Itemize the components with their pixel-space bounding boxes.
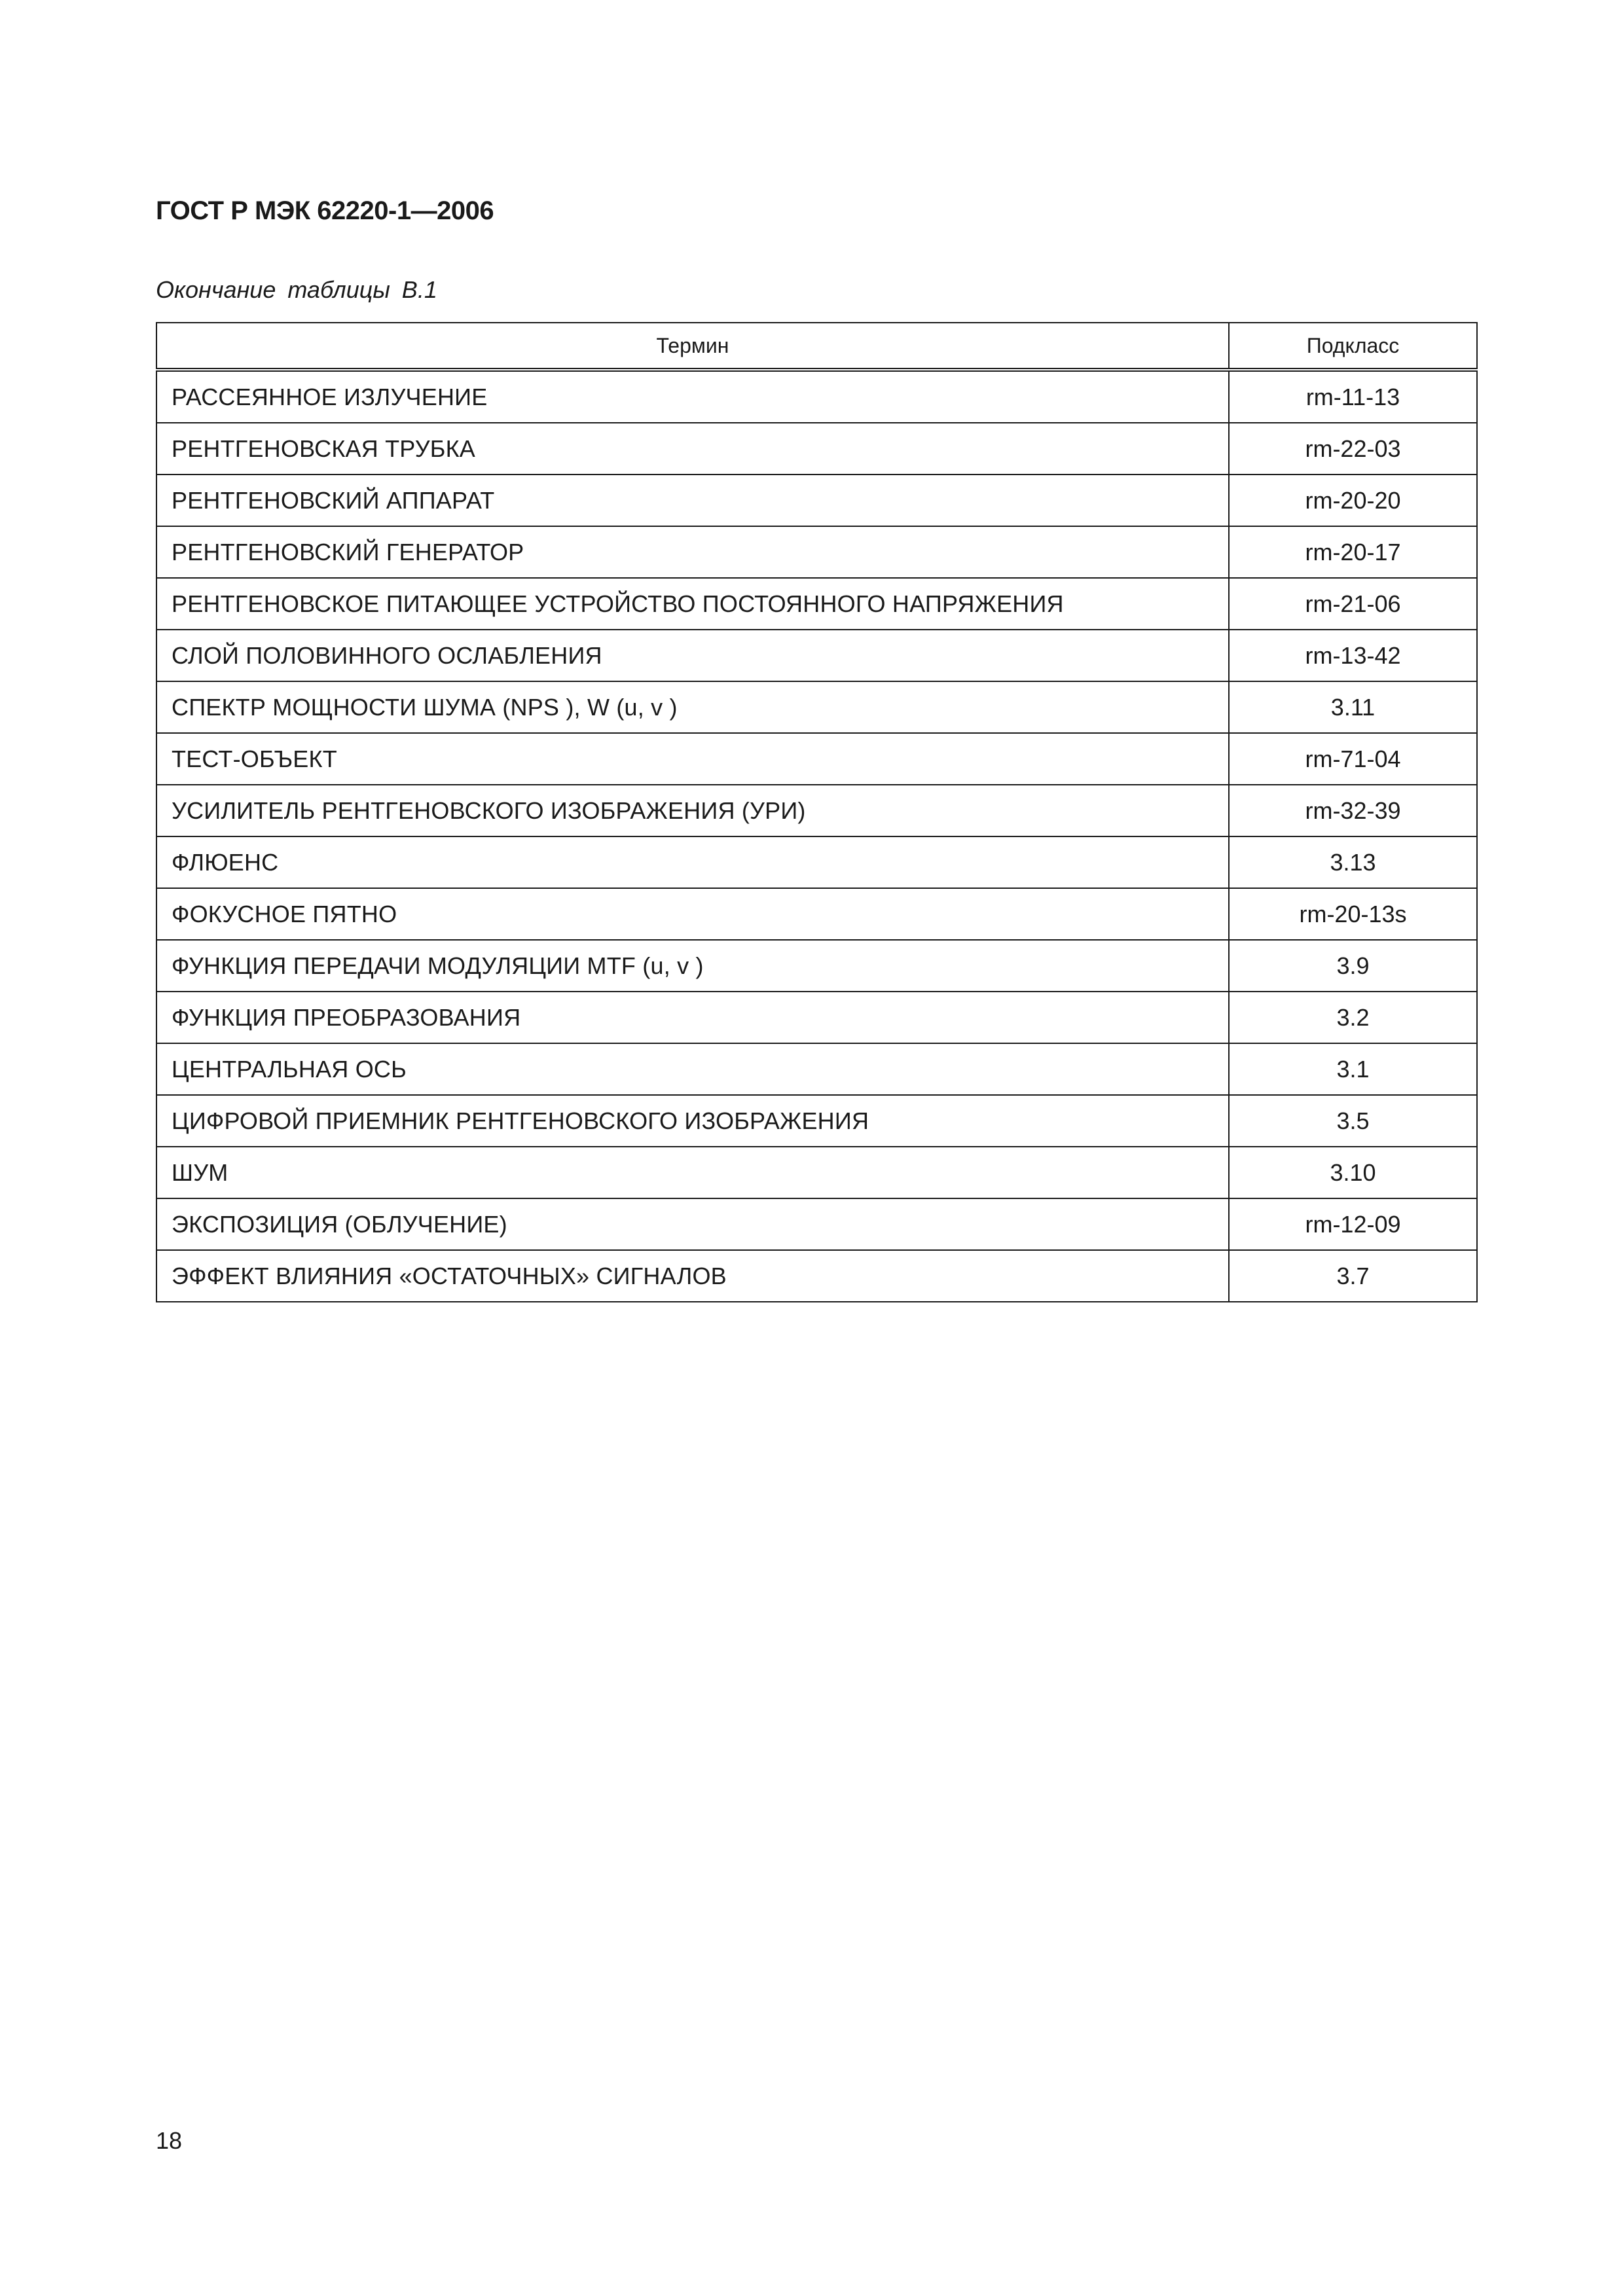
- table-row: [156, 578, 1477, 630]
- table-row: [156, 888, 1477, 940]
- table-header-row: [156, 323, 1477, 370]
- subclass-cell: 3.1: [1229, 1043, 1477, 1095]
- table-row: [156, 940, 1477, 992]
- table-row: [156, 681, 1477, 733]
- subclass-cell: rm-20-17: [1229, 526, 1477, 578]
- terms-table: [156, 322, 1478, 1302]
- table-body: [156, 370, 1477, 1302]
- table-row: [156, 1043, 1477, 1095]
- subclass-cell: rm-71-04: [1229, 733, 1477, 785]
- term-cell: РЕНТГЕНОВСКОЕ ПИТАЮЩЕЕ УСТРОЙСТВО ПОСТОЯННОГО НАПРЯЖЕНИЯ: [156, 578, 1229, 630]
- table-row: [156, 836, 1477, 888]
- term-cell: СПЕКТР МОЩНОСТИ ШУМА (NPS ), W (u, v ): [156, 681, 1229, 733]
- table-row: [156, 423, 1477, 475]
- subclass-cell: rm-20-20: [1229, 475, 1477, 526]
- term-cell: ЭФФЕКТ ВЛИЯНИЯ «ОСТАТОЧНЫХ» СИГНАЛОВ: [156, 1250, 1229, 1302]
- table-row: [156, 630, 1477, 681]
- column-header-subclass: Подкласс: [1229, 323, 1477, 370]
- subclass-cell: rm-32-39: [1229, 785, 1477, 836]
- table-row: [156, 1147, 1477, 1198]
- term-cell: ЦИФРОВОЙ ПРИЕМНИК РЕНТГЕНОВСКОГО ИЗОБРАЖЕНИЯ: [156, 1095, 1229, 1147]
- subclass-cell: rm-13-42: [1229, 630, 1477, 681]
- term-cell: РЕНТГЕНОВСКИЙ АППАРАТ: [156, 475, 1229, 526]
- column-header-term: Термин: [156, 323, 1229, 370]
- table-row: [156, 785, 1477, 836]
- table-row: [156, 733, 1477, 785]
- table-row: [156, 370, 1477, 423]
- table-row: [156, 475, 1477, 526]
- standard-code-header: ГОСТ Р МЭК 62220-1—2006: [156, 196, 494, 225]
- term-cell: РЕНТГЕНОВСКИЙ ГЕНЕРАТОР: [156, 526, 1229, 578]
- subclass-cell: 3.11: [1229, 681, 1477, 733]
- term-cell: ЦЕНТРАЛЬНАЯ ОСЬ: [156, 1043, 1229, 1095]
- subclass-cell: 3.13: [1229, 836, 1477, 888]
- subclass-cell: 3.5: [1229, 1095, 1477, 1147]
- subclass-cell: rm-21-06: [1229, 578, 1477, 630]
- term-cell: РЕНТГЕНОВСКАЯ ТРУБКА: [156, 423, 1229, 475]
- table-row: [156, 1095, 1477, 1147]
- term-cell: ЭКСПОЗИЦИЯ (ОБЛУЧЕНИЕ): [156, 1198, 1229, 1250]
- term-cell: УСИЛИТЕЛЬ РЕНТГЕНОВСКОГО ИЗОБРАЖЕНИЯ (УРИ): [156, 785, 1229, 836]
- term-cell: ФОКУСНОЕ ПЯТНО: [156, 888, 1229, 940]
- subclass-cell: 3.10: [1229, 1147, 1477, 1198]
- subclass-cell: 3.7: [1229, 1250, 1477, 1302]
- table-row: [156, 1250, 1477, 1302]
- subclass-cell: rm-22-03: [1229, 423, 1477, 475]
- term-cell: РАССЕЯННОЕ ИЗЛУЧЕНИЕ: [156, 370, 1229, 423]
- subclass-cell: rm-12-09: [1229, 1198, 1477, 1250]
- subclass-cell: rm-20-13s: [1229, 888, 1477, 940]
- subclass-cell: 3.9: [1229, 940, 1477, 992]
- subclass-cell: rm-11-13: [1229, 370, 1477, 423]
- term-cell: ТЕСТ-ОБЪЕКТ: [156, 733, 1229, 785]
- table-row: [156, 992, 1477, 1043]
- term-cell: СЛОЙ ПОЛОВИННОГО ОСЛАБЛЕНИЯ: [156, 630, 1229, 681]
- term-cell: ШУМ: [156, 1147, 1229, 1198]
- term-cell: ФЛЮЕНС: [156, 836, 1229, 888]
- term-cell: ФУНКЦИЯ ПРЕОБРАЗОВАНИЯ: [156, 992, 1229, 1043]
- subclass-cell: 3.2: [1229, 992, 1477, 1043]
- term-cell: ФУНКЦИЯ ПЕРЕДАЧИ МОДУЛЯЦИИ MTF (u, v ): [156, 940, 1229, 992]
- page-number: 18: [156, 2127, 183, 2154]
- table-row: [156, 1198, 1477, 1250]
- table-caption: Окончание таблицы В.1: [156, 276, 437, 303]
- table-row: [156, 526, 1477, 578]
